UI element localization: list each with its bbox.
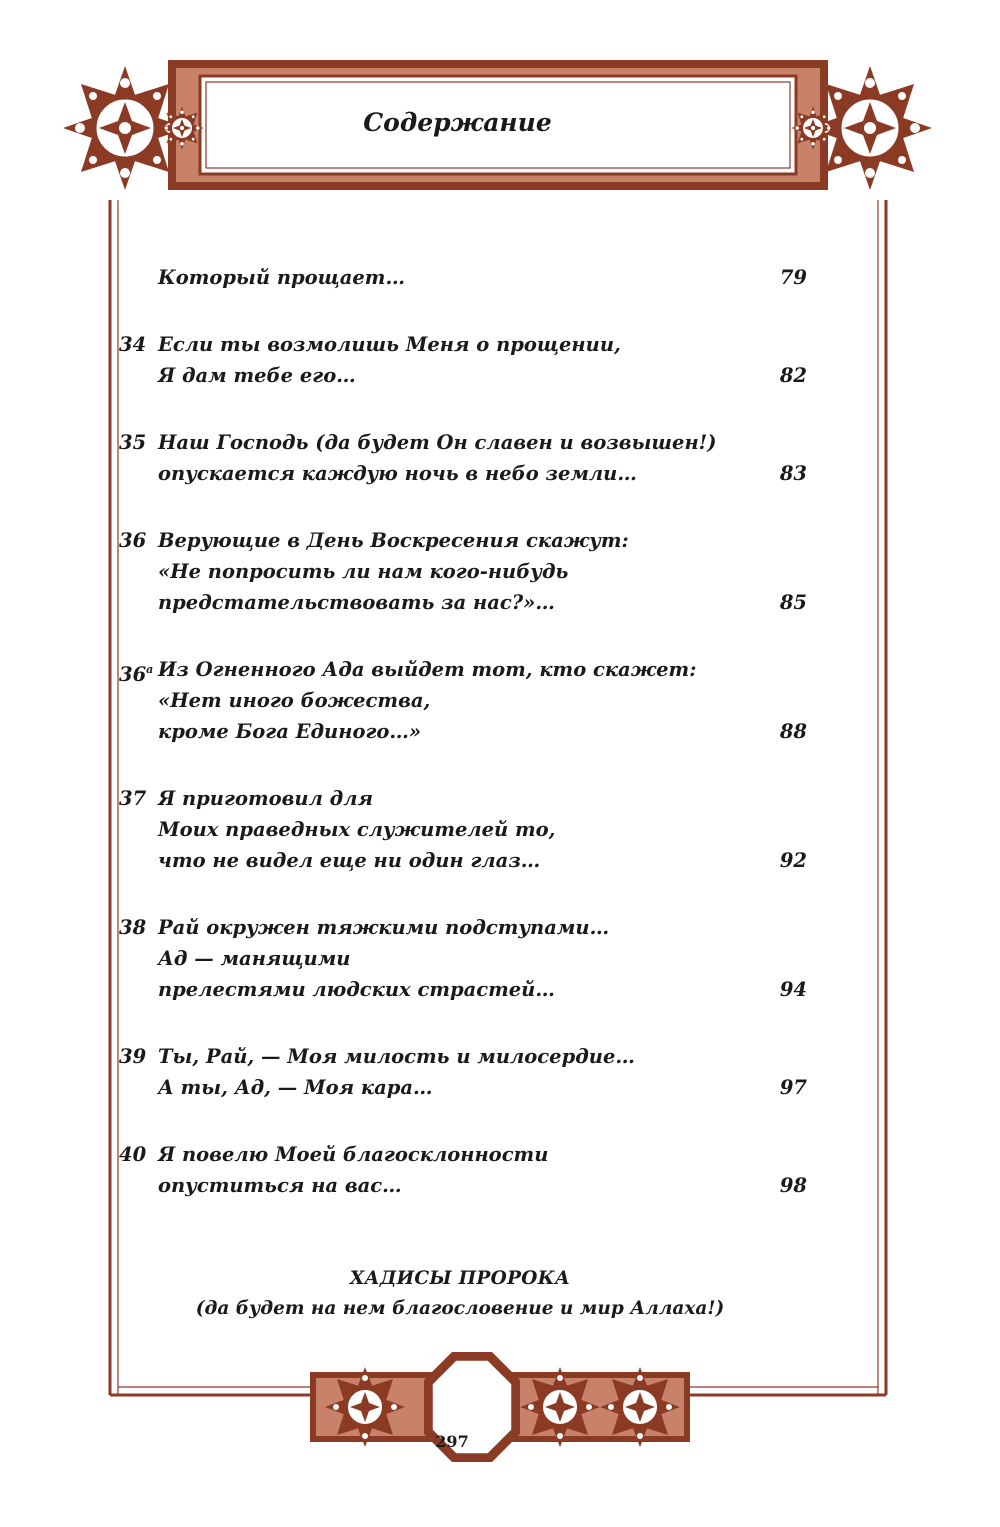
toc-entry-page: 94 [779, 978, 807, 1001]
toc-entry-text: Я дам тебе его… [158, 364, 356, 387]
toc-entry-text: Ты, Рай, — Моя милость и милосердие… [158, 1045, 635, 1068]
toc-entry-text: прелестями людских страстей… [158, 978, 555, 1001]
toc-entry-line [110, 556, 815, 587]
toc-entry [110, 262, 815, 293]
toc-entry-text: кроме Бога Единого…» [158, 720, 422, 743]
toc-entry-text: предстательствовать за нас?»… [158, 591, 555, 614]
toc-entry [110, 427, 815, 489]
toc-entry-page: 98 [779, 1174, 807, 1197]
toc-entry [110, 1041, 815, 1103]
toc-entry-number: $36^а$ [119, 663, 154, 686]
toc-entry-line [110, 912, 815, 943]
toc-entry-number: 37 [119, 787, 147, 810]
toc-entry-line [110, 262, 815, 293]
toc-entry-line [110, 783, 815, 814]
toc-entry-text: опуститься на вас… [158, 1174, 402, 1197]
toc-entry-text: Который прощает… [158, 266, 405, 289]
toc-entry-number-suffix: а [146, 663, 154, 676]
toc-entry-text: Если ты возмолишь Меня о прощении, [158, 333, 621, 356]
toc-entry-line [110, 685, 815, 716]
toc-entry-page: 92 [779, 849, 807, 872]
toc-entry-page: 97 [779, 1076, 807, 1099]
toc-entry-line [110, 1072, 815, 1103]
page-title: Содержание [363, 108, 552, 137]
toc-entry-page: 85 [779, 591, 807, 614]
toc-entry-line [110, 974, 815, 1005]
toc-entry-line [110, 525, 815, 556]
toc-entry [110, 912, 815, 1005]
toc-entry-page: 79 [779, 266, 807, 289]
toc-entry [110, 654, 815, 747]
toc-entry-line [110, 943, 815, 974]
toc-entry-number: 39 [119, 1045, 147, 1068]
section-heading: ХАДИСЫ ПРОРОКА [349, 1268, 571, 1289]
toc-entry [110, 525, 815, 618]
toc-entry-line [110, 845, 815, 876]
toc-entry-number: 38 [119, 916, 147, 939]
toc-entry-page: 88 [779, 720, 807, 743]
toc-entry-line [110, 360, 815, 391]
toc-entry-number: 35 [119, 431, 147, 454]
toc-entry-text: Верующие в День Воскресения скажут: [158, 529, 629, 552]
toc-entry-page: 82 [779, 364, 807, 387]
toc-entry-text: Я повелю Моей благосклонности [158, 1143, 549, 1166]
toc-entry-page: 83 [779, 462, 807, 485]
toc-entry [110, 1139, 815, 1201]
toc-entry-line [110, 716, 815, 747]
table-of-contents [110, 262, 815, 1237]
toc-entry-line [110, 1041, 815, 1072]
toc-entry-number: 34 [119, 333, 147, 356]
toc-entry-line [110, 1139, 815, 1170]
toc-entry-text: «Нет иного божества, [158, 689, 431, 712]
toc-entry-line [110, 654, 815, 685]
toc-entry-line [110, 458, 815, 489]
toc-entry-line [110, 427, 815, 458]
toc-entry-text: «Не попросить ли нам кого-нибудь [158, 560, 569, 583]
toc-entry-line [110, 329, 815, 360]
toc-entry-text: Ад — манящими [158, 947, 351, 970]
toc-entry-line [110, 1170, 815, 1201]
section-subheading: (да будет на нем благословение и мир Аллаха!) [195, 1298, 725, 1319]
page-number: 297 [435, 1432, 469, 1451]
toc-entry-text: что не видел еще ни один глаз… [158, 849, 541, 872]
toc-entry-text: опускается каждую ночь в небо земли… [158, 462, 637, 485]
toc-entry-text: Рай окружен тяжкими подступами… [158, 916, 610, 939]
toc-entry-text: Я приготовил для [158, 787, 373, 810]
toc-entry-line [110, 587, 815, 618]
toc-entry-number: 40 [119, 1143, 147, 1166]
toc-entry-text: Наш Господь (да будет Он славен и возвышен!) [158, 431, 717, 454]
toc-entry [110, 783, 815, 876]
toc-entry-number: 36 [119, 529, 147, 552]
toc-entry-text: А ты, Ад, — Моя кара… [158, 1076, 433, 1099]
toc-entry-line [110, 814, 815, 845]
toc-entry-text: Моих праведных служителей то, [158, 818, 556, 841]
toc-entry-text: Из Огненного Ада выйдет тот, кто скажет: [158, 658, 697, 681]
toc-entry [110, 329, 815, 391]
